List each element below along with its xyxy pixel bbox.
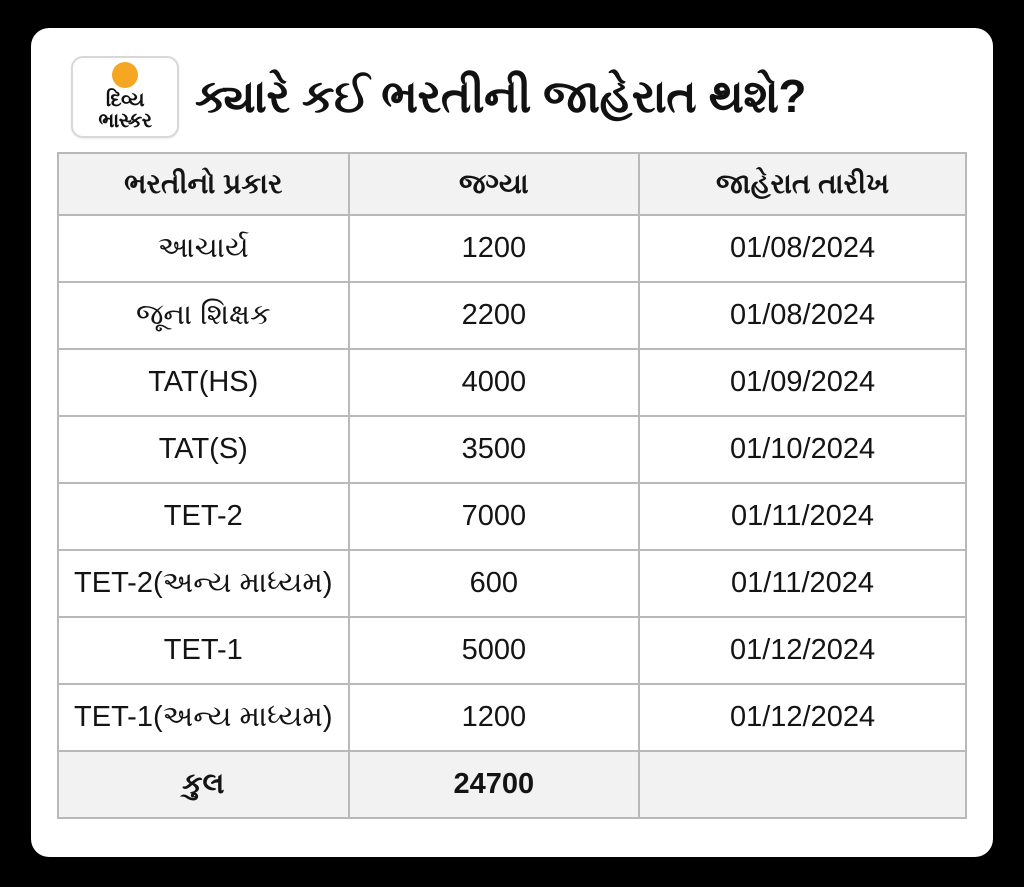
header [57,50,967,152]
logo-line-2: ભાસ્કર [98,110,152,132]
column-header-type: ભરતીનો પ્રકાર [58,153,349,215]
page-title: ક્યારે કઈ ભરતીની જાહેરાત થશે? [195,70,806,122]
cell-seats: 1200 [349,215,640,282]
table-total-row [58,751,966,818]
cell-seats: 3500 [349,416,640,483]
cell-date: 01/12/2024 [639,617,966,684]
cell-total-date [639,751,966,818]
cell-type: આચાર્ય [58,215,349,282]
cell-type: TET-2(અન્ય માધ્યમ) [58,550,349,617]
table-head [58,153,966,215]
cell-date: 01/11/2024 [639,550,966,617]
recruitment-table [57,152,967,819]
cell-date: 01/09/2024 [639,349,966,416]
cell-date: 01/12/2024 [639,684,966,751]
table-row [58,617,966,684]
table-row [58,215,966,282]
table-body [58,215,966,818]
logo-line-1: દિવ્ય [105,89,145,111]
table-row [58,684,966,751]
cell-total-label: કુલ [58,751,349,818]
sun-icon [112,62,138,88]
cell-seats: 2200 [349,282,640,349]
table-header-row [58,153,966,215]
cell-type: TET-2 [58,483,349,550]
cell-seats: 600 [349,550,640,617]
table-row [58,416,966,483]
cell-date: 01/08/2024 [639,215,966,282]
cell-date: 01/11/2024 [639,483,966,550]
cell-date: 01/10/2024 [639,416,966,483]
column-header-seats: જગ્યા [349,153,640,215]
table-row [58,483,966,550]
cell-type: TET-1(અન્ય માધ્યમ) [58,684,349,751]
cell-type: TAT(S) [58,416,349,483]
cell-seats: 1200 [349,684,640,751]
cell-type: જૂના શિક્ષક [58,282,349,349]
cell-type: TET-1 [58,617,349,684]
content-card [31,28,993,857]
table-row [58,349,966,416]
cell-seats: 7000 [349,483,640,550]
cell-seats: 5000 [349,617,640,684]
cell-type: TAT(HS) [58,349,349,416]
table-row [58,282,966,349]
table-row [58,550,966,617]
cell-total-seats: 24700 [349,751,640,818]
cell-seats: 4000 [349,349,640,416]
divya-bhaskar-logo [71,56,179,138]
column-header-date: જાહેરાત તારીખ [639,153,966,215]
cell-date: 01/08/2024 [639,282,966,349]
